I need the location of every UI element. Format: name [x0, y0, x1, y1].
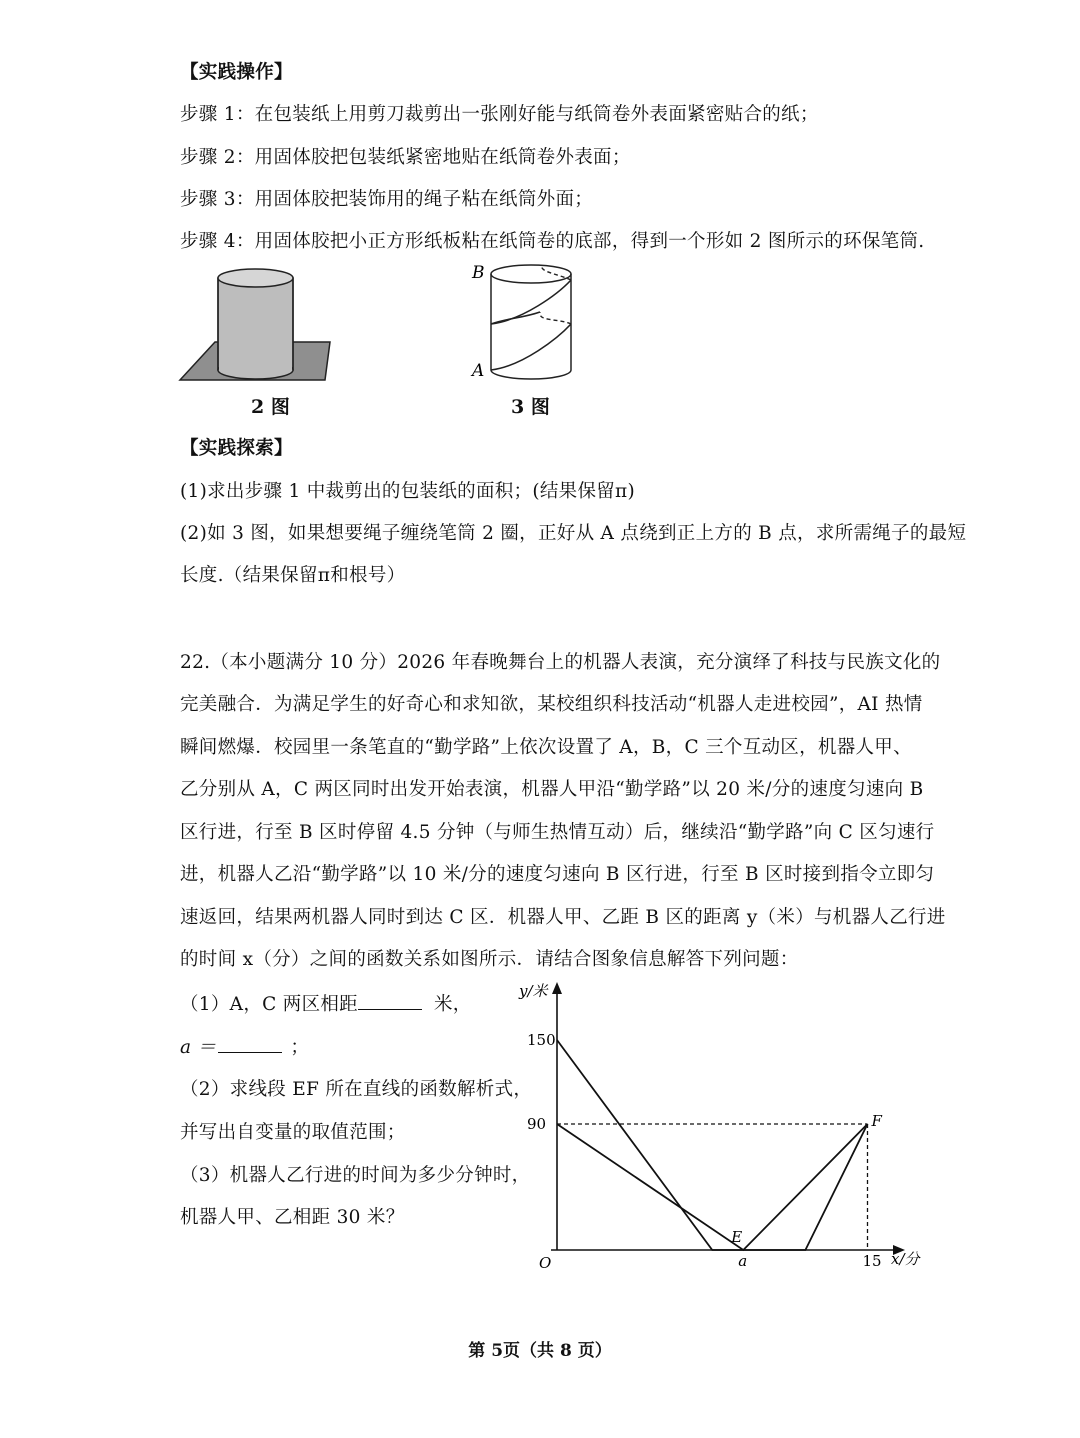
- rope-front-upper: [491, 280, 571, 324]
- cylinder-top-rim: [491, 265, 571, 283]
- a-semicolon: ；: [290, 1037, 310, 1058]
- practice-operation-heading: 【实践操作】: [180, 62, 293, 83]
- fig3-point-a: A: [472, 361, 485, 381]
- origin-label: O: [539, 1254, 552, 1272]
- sub-question-1-a: [180, 1033, 309, 1059]
- page-footer: 第 5页（共 8 页）: [468, 1341, 612, 1361]
- a-equals-label: a ＝: [180, 1037, 217, 1058]
- x-tick-a: a: [738, 1252, 748, 1270]
- point-label-f: F: [871, 1112, 882, 1130]
- exploration-question-1: (1)求出步骤 1 中裁剪出的包装纸的面积；(结果保留π): [180, 481, 636, 502]
- step-2: 步骤 2：用固体胶把包装纸紧密地贴在纸筒卷外表面；: [180, 147, 631, 168]
- practice-exploration-heading: 【实践探索】: [180, 438, 293, 459]
- x-axis-label: x/分: [891, 1250, 920, 1268]
- cylinder-body: [218, 278, 293, 370]
- y-tick-90: 90: [527, 1115, 547, 1133]
- problem-22-line-3: 瞬间燃爆．校园里一条笔直的“勤学路”上依次设置了 A，B，C 三个互动区，机器人甲、: [180, 737, 912, 758]
- sub-question-3-line-1: （3）机器人乙行进的时间为多少分钟时，: [180, 1165, 531, 1186]
- problem-22-line-2: 完美融合．为满足学生的好奇心和求知欲，某校组织科技活动“机器人走进校园”，AI 热情: [180, 694, 923, 715]
- figure-2-caption: 2 图: [251, 396, 290, 418]
- problem-22-line-5: 区行进，行至 B 区时停留 4.5 分钟（与师生热情互动）后，继续沿“勤学路”向 C 区匀速行: [180, 822, 935, 843]
- answer-blank-a[interactable]: [218, 1034, 282, 1053]
- sub-question-1-suffix: 米，: [433, 994, 472, 1015]
- y-axis-label: y/米: [519, 982, 548, 1000]
- figure-3-rope-cylinder: [468, 258, 578, 388]
- figure-2-pen-holder: [175, 260, 340, 385]
- sub-question-3-line-2: 机器人甲、乙相距 30 米？: [180, 1207, 405, 1228]
- rope-back-lower: [540, 312, 571, 324]
- point-label-e: E: [731, 1228, 743, 1246]
- step-3: 步骤 3：用固体胶把装饰用的绳子粘在纸筒外面；: [180, 189, 594, 210]
- problem-22-line-1: 22.（本小题满分 10 分）2026 年春晚舞台上的机器人表演，充分演绎了科技与民族文化的: [180, 652, 941, 673]
- graph-axes: [551, 982, 905, 1255]
- x-tick-15: 15: [862, 1252, 882, 1270]
- y-axis-arrow: [552, 982, 562, 994]
- exploration-question-2-line-1: (2)如 3 图，如果想要绳子缠绕笔筒 2 圈，正好从 A 点绕到正上方的 B 点，求所需绳子的最短: [180, 523, 967, 544]
- sub-question-2-line-1: （2）求线段 EF 所在直线的函数解析式，: [180, 1079, 533, 1100]
- series-2-line: [557, 1124, 868, 1250]
- sub-question-2-line-2: 并写出自变量的取值范围；: [180, 1122, 406, 1143]
- answer-blank-distance[interactable]: [358, 991, 422, 1010]
- sub-question-1-prefix: （1）A，C 两区相距: [180, 994, 358, 1015]
- function-graph: [515, 978, 935, 1278]
- problem-22-line-8: 的时间 x（分）之间的函数关系如图所示．请结合图象信息解答下列问题：: [180, 949, 799, 970]
- y-tick-150: 150: [527, 1031, 556, 1049]
- exploration-question-2-line-2: 长度.（结果保留π和根号）: [180, 565, 406, 586]
- sub-question-1: [180, 990, 472, 1016]
- step-4: 步骤 4：用固体胶把小正方形纸板粘在纸筒卷的底部，得到一个形如 2 图所示的环保笔筒.: [180, 231, 925, 252]
- figure-3-caption: 3 图: [511, 396, 550, 418]
- problem-22-line-6: 进，机器人乙沿“勤学路”以 10 米/分的速度匀速向 B 区行进，行至 B 区时接到指令立即匀: [180, 864, 935, 885]
- fig3-point-b: B: [472, 263, 485, 283]
- rope-front-lower: [491, 324, 571, 370]
- series-1-line: [557, 1040, 868, 1250]
- problem-22-line-7: 速返回，结果两机器人同时到达 C 区．机器人甲、乙距 B 区的距离 y（米）与机器人乙行进: [180, 907, 946, 928]
- problem-22-line-4: 乙分别从 A，C 两区同时出发开始表演，机器人甲沿“勤学路”以 20 米/分的速度匀速向 B: [180, 779, 924, 800]
- cylinder-bottom-rim: [491, 370, 571, 379]
- cylinder-top: [218, 269, 293, 287]
- step-1: 步骤 1：在包装纸上用剪刀裁剪出一张刚好能与纸筒卷外表面紧密贴合的纸；: [180, 104, 819, 125]
